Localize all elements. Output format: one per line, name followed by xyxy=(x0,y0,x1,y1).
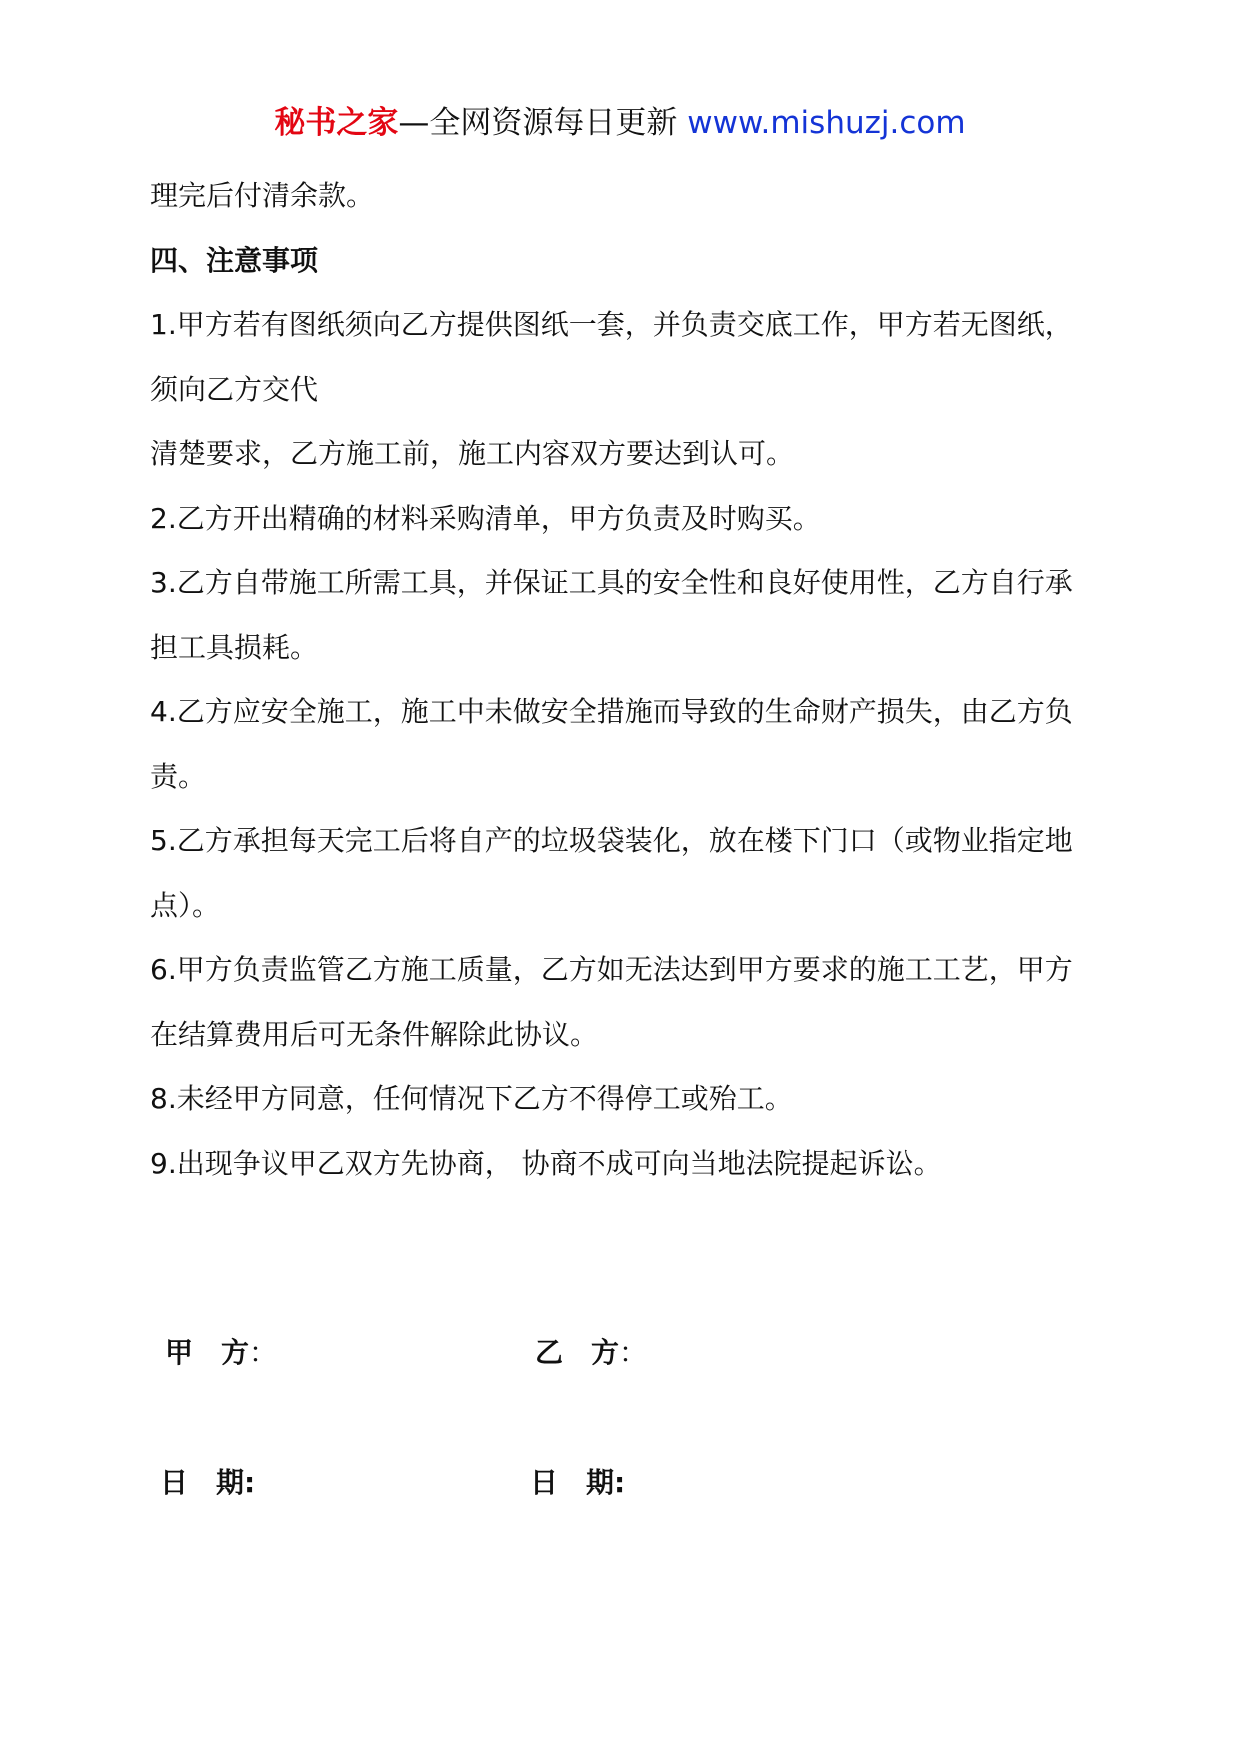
party-b-label xyxy=(535,1333,647,1373)
body-line: 担工具损耗。 xyxy=(150,630,319,664)
document-body xyxy=(150,164,1130,1196)
body-line: 4.乙方应安全施工，施工中未做安全措施而导致的生命财产损失，由乙方负 xyxy=(150,695,1073,728)
body-line: 在结算费用后可无条件解除此协议。 xyxy=(150,1017,599,1051)
party-b-colon: ： xyxy=(619,1336,648,1369)
body-line: 1.甲方若有图纸须向乙方提供图纸一套，并负责交底工作，甲方若无图纸， xyxy=(150,308,1073,341)
header-tagline: —全网资源每日更新 xyxy=(398,105,678,141)
body-line: 须向乙方交代 xyxy=(150,372,319,406)
body-line: 6.甲方负责监管乙方施工质量，乙方如无法达到甲方要求的施工工艺，甲方 xyxy=(150,953,1073,986)
party-a-label xyxy=(165,1333,277,1373)
date-a-label: 日 期: xyxy=(160,1466,256,1499)
brand-name: 秘书之家 xyxy=(274,105,399,141)
body-line: 责。 xyxy=(150,759,207,793)
site-header xyxy=(0,100,1240,146)
body-line: 点）。 xyxy=(150,888,221,922)
body-line: 8.未经甲方同意，任何情况下乙方不得停工或殆工。 xyxy=(150,1082,793,1115)
body-line: 5.乙方承担每天完工后将自产的垃圾袋装化，放在楼下门口（或物业指定地 xyxy=(150,824,1073,857)
body-line: 9.出现争议甲乙双方先协商， 协商不成可向当地法院提起诉讼。 xyxy=(150,1146,942,1180)
party-a-text: 甲 方 xyxy=(165,1336,250,1369)
party-b-text: 乙 方 xyxy=(535,1336,620,1369)
body-line: 理完后付清余款。 xyxy=(150,179,375,212)
body-line: 3.乙方自带施工所需工具，并保证工具的安全性和良好使用性，乙方自行承 xyxy=(150,566,1073,599)
section-heading: 四、注意事项 xyxy=(150,243,319,277)
body-line: 清楚要求，乙方施工前，施工内容双方要达到认可。 xyxy=(150,437,795,470)
site-url-link[interactable]: www.mishuzj.com xyxy=(687,105,966,141)
date-b-label: 日 期: xyxy=(530,1466,626,1499)
body-line: 2.乙方开出精确的材料采购清单，甲方负责及时购买。 xyxy=(150,501,821,535)
party-a-colon: ： xyxy=(249,1336,278,1369)
